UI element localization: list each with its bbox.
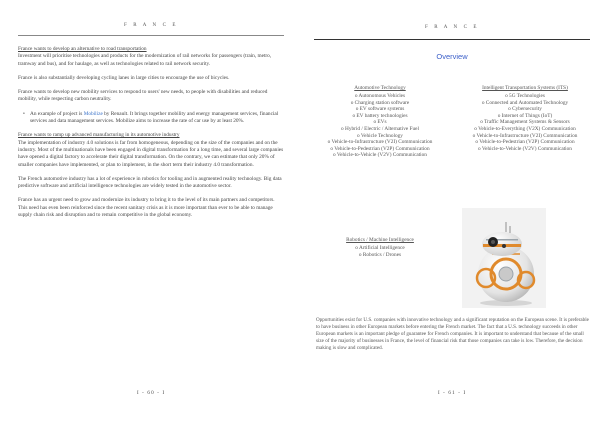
- paragraph-body: France is also substantially developing cycling lanes in large cities to encourage the use of bicycles.: [18, 74, 230, 81]
- left-page-number: I - 60 - I: [136, 390, 166, 396]
- list-item: o Robotics / Drones: [358, 251, 402, 258]
- list-item: o Charging station software: [350, 99, 410, 106]
- robotics-title: Robotics / Machine Intelligence: [346, 237, 414, 243]
- list-item: o EV battery technologies: [352, 112, 408, 119]
- bullet-text-post: by Renault. It brings together mobility and energy management services, financial services and data management services. Mobilize aims to increase the rate of car use by at least 20%.: [30, 110, 279, 125]
- list-item: o Traffic Management Systems & Sensors: [480, 119, 570, 126]
- automotive-title: Automotive Technology: [354, 85, 406, 91]
- list-item: o Vehicle-to-Infrastructure (V2I) Communication: [472, 132, 578, 139]
- list-item: o Vehicle-to-Infrastructure (V2I) Communication: [327, 139, 433, 146]
- robotics-list: [308, 237, 452, 258]
- automotive-technology-list: [308, 85, 452, 159]
- paragraph-mobility: [18, 89, 284, 104]
- paragraph-heading: France wants to ramp up advanced manufacturing in its automotive industry: [18, 132, 180, 139]
- list-item: o 5G Technologies: [505, 93, 545, 100]
- list-item: o Hybrid / Electric / Alternative Fuel: [341, 126, 419, 133]
- list-item: o Internet of Things (IoT): [497, 112, 553, 119]
- list-item: o Vehicle-to-Vehicle (V2V) Communication: [333, 152, 427, 159]
- paragraph-body: France has an urgent need to grow and modernize its industry to bring it to the level of its main partners and competitors. This need has even been reinforced since the recent sanitary crisis as it is more important than ever to be able to manage supply chain risk and disruption and to remain competitive in the global economy.: [18, 197, 275, 219]
- left-page-header: F R A N C E: [18, 12, 284, 36]
- robot-image: [462, 208, 546, 308]
- right-page: [308, 12, 596, 404]
- list-item: o Vehicle-to-Everything (V2X) Communication: [474, 126, 576, 133]
- list-item: o Vehicle-to-Pedestrian (V2P) Communication: [475, 139, 575, 146]
- left-page: [10, 12, 292, 404]
- list-item: o EV software systems: [355, 106, 405, 113]
- mobilize-link[interactable]: Mobilize: [83, 110, 103, 117]
- list-item: o Vehicle-to-Pedestrian (V2P) Communication: [330, 145, 430, 152]
- bullet-dot: •: [23, 110, 25, 117]
- bullet-text-pre: An example of project is: [30, 110, 84, 117]
- right-page-number: I - 61 - I: [437, 390, 467, 396]
- paragraph-modernize: [18, 197, 284, 219]
- opportunities-paragraph: Opportunities exist for U.S. companies with innovative technology and a significant reputation on the European scene. It is preferable to have business in other European markets before entering the French market. The fact that a U.S. technology succeeds in other European markets is an important pledge of guarantee for French companies. It is important to understand that because of the small size of the majority of businesses in France, the level of financial risk that those companies can take is low. Therefore, the decision making is slow and complicated.: [316, 317, 589, 352]
- paragraph-robotics-experience: [18, 176, 284, 191]
- paragraph-heading: France wants to develop an alternative to road transportation: [18, 46, 147, 52]
- right-page-header: F R A N C E: [314, 12, 590, 40]
- list-item: o Artificial Intelligence: [355, 245, 405, 252]
- list-item: o Connected and Automated Technology: [481, 99, 569, 106]
- its-list: [454, 85, 596, 152]
- list-item: o Vehicle Technology: [357, 132, 403, 139]
- paragraph-manufacturing: [18, 132, 284, 168]
- paragraph-body: The implementation of industry 4.0 solutions is far from homogeneous, depending on the size of the companies and on the industry. Most of the multinationals have been engaged in digital transformation for a long time, and several large companies have opened a digital factory to accelerate their digital transformation. On the contrary, we can estimate that only 20% of smaller companies have implemented, or plan to implement, in the short term their industry 4.0 transformation.: [18, 139, 284, 168]
- list-item: o Cybersecurity: [508, 106, 542, 113]
- overview-title: Overview: [436, 52, 468, 61]
- bullet-mobilize: [18, 111, 284, 126]
- paragraph-body: Investment will prioritise technologies and products for the modernization of rail networks for passengers (train, metro, tramway and bus), and for haulage, as well as technologies related to rail network security.: [18, 53, 272, 67]
- list-item: o EVs: [373, 119, 387, 126]
- its-title: Intelligent Transportation Systems (ITS): [482, 85, 568, 91]
- list-item: o Vehicle-to-Vehicle (V2V) Communication: [478, 145, 572, 152]
- paragraph-cycling: [18, 75, 284, 82]
- paragraph-body: The French automotive industry has a lot of experience in robotics for tooling and in augmented reality technology. Big data predictive software and artificial intelligence technologies are widely tested in the automotive sector.: [18, 175, 282, 190]
- list-item: o Autonomous Vehicles: [354, 93, 406, 100]
- paragraph-body: France wants to develop new mobility services to respond to users' new needs, to people with disabilities and reduced mobility, while respecting carbon neutrality.: [18, 89, 268, 103]
- paragraph-rail: [18, 46, 284, 68]
